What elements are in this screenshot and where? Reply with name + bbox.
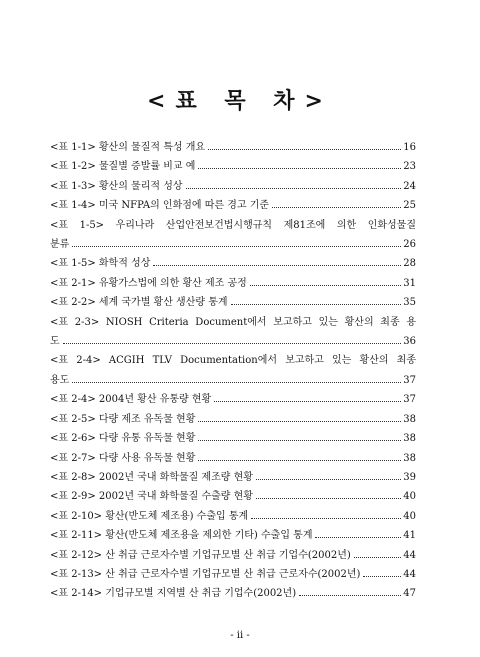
toc-entry[interactable] [50, 235, 416, 254]
toc-entry-text: <표 2-1> 유황가스법에 의한 황산 제조 공정 [50, 277, 247, 289]
toc-entry[interactable] [50, 449, 416, 468]
toc-entry[interactable] [50, 254, 416, 273]
toc-entry[interactable] [50, 390, 416, 409]
dot-leader [214, 401, 401, 402]
toc-entry-text: <표 2-6> 다량 유통 유독물 현황 [50, 433, 196, 445]
toc-entry-page: 37 [403, 394, 416, 406]
toc-entry-page: 38 [403, 433, 416, 445]
dot-leader [198, 440, 401, 441]
toc-entry-page: 40 [403, 510, 416, 522]
toc-entry-page: 23 [403, 161, 416, 173]
toc-entry-first-line: <표 2-3> NIOSH Criteria Document에서 보고하고 있는 황산의 최종 용 [50, 316, 416, 328]
toc-entry-text: <표 1-5> 화학적 성상 [50, 258, 151, 270]
table-of-contents [50, 138, 416, 604]
toc-entry[interactable] [50, 293, 416, 312]
toc-title: <표 목 차> [147, 88, 333, 114]
dot-leader [153, 265, 401, 266]
toc-entry-page: 44 [403, 549, 416, 561]
toc-entry[interactable] [50, 526, 416, 545]
dot-leader [251, 518, 401, 519]
toc-entry[interactable] [50, 468, 416, 487]
toc-entry-page: 26 [403, 239, 416, 251]
toc-entry-text: <표 2-2> 세계 국가별 황산 생산량 통계 [50, 297, 228, 309]
dot-leader [198, 168, 401, 169]
toc-entry[interactable] [50, 196, 416, 215]
dot-leader [198, 421, 401, 422]
toc-entry-page: 31 [403, 277, 416, 289]
toc-entry-text: <표 2-7> 다량 사용 유독물 현황 [50, 452, 196, 464]
toc-entry[interactable] [50, 274, 416, 293]
toc-entry-text: <표 1-3> 황산의 물리적 성상 [50, 180, 183, 192]
toc-entry-text: <표 2-12> 산 취급 근로자수별 기업규모별 산 취급 기업수(2002년) [50, 549, 351, 561]
toc-entry-page: 37 [403, 374, 416, 386]
toc-entry-text: <표 1-1> 황산의 물질적 특성 개요 [50, 142, 206, 153]
toc-entry-text: 분류 [50, 239, 70, 251]
toc-entry[interactable] [50, 507, 416, 526]
toc-entry-first-line: <표 1-5> 우리나라 산업안전보건법시행규칙 제81조에 의한 인화성물질 [50, 219, 416, 231]
dot-leader [72, 382, 401, 383]
toc-entry[interactable] [50, 584, 416, 603]
toc-entry-text: <표 2-5> 다량 제조 유독물 현황 [50, 413, 196, 425]
page-number: - ii - [230, 630, 250, 641]
toc-entry[interactable] [50, 565, 416, 584]
toc-entry[interactable] [50, 429, 416, 448]
dot-leader [256, 498, 401, 499]
toc-entry-text: <표 2-14> 기업규모별 지역별 산 취급 기업수(2002년) [50, 588, 297, 600]
toc-entry-text: <표 2-10> 황산(반도체 제조용) 수출입 통계 [50, 510, 249, 522]
toc-entry[interactable] [50, 157, 416, 176]
dot-leader [231, 304, 402, 305]
toc-entry[interactable] [50, 371, 416, 390]
toc-entry-page: 28 [403, 258, 416, 270]
toc-entry-text: <표 2-11> 황산(반도체 제조용을 제외한 기타) 수출입 통계 [50, 530, 313, 542]
toc-entry-page: 38 [403, 413, 416, 425]
toc-entry[interactable] [50, 138, 416, 157]
toc-entry-page: 36 [403, 336, 416, 348]
dot-leader [315, 537, 401, 538]
dot-leader [363, 576, 401, 577]
dot-leader [208, 149, 401, 150]
toc-entry[interactable] [50, 487, 416, 506]
toc-entry-text: <표 1-4> 미국 NFPA의 인화점에 따른 경고 기준 [50, 200, 270, 212]
toc-entry-page: 24 [403, 180, 416, 192]
toc-entry-text: <표 1-2> 물질별 증발률 비교 예 [50, 161, 196, 173]
toc-entry-page: 44 [403, 568, 416, 580]
toc-entry-text: <표 2-9> 2002년 국내 화학물질 수출량 현황 [50, 491, 253, 503]
toc-entry[interactable] [50, 410, 416, 429]
toc-entry-text: <표 2-4> 2004년 황산 유통량 현황 [50, 394, 212, 406]
toc-entry-page: 47 [403, 588, 416, 600]
toc-entry-page: 25 [403, 200, 416, 212]
toc-entry-page: 38 [403, 452, 416, 464]
toc-entry[interactable] [50, 177, 416, 196]
dot-leader [63, 343, 402, 344]
dot-leader [256, 479, 401, 480]
toc-entry-page: 40 [403, 491, 416, 503]
toc-entry[interactable] [50, 332, 416, 351]
dot-leader [299, 595, 401, 596]
toc-entry-text: 용도 [50, 374, 70, 386]
dot-leader [250, 285, 401, 286]
dot-leader [72, 246, 401, 247]
dot-leader [272, 207, 401, 208]
dot-leader [354, 557, 402, 558]
toc-entry-text: <표 2-8> 2002년 국내 화학물질 제조량 현황 [50, 471, 253, 483]
toc-entry[interactable] [50, 546, 416, 565]
dot-leader [198, 460, 401, 461]
dot-leader [186, 188, 402, 189]
toc-entry-page: 41 [403, 530, 416, 542]
toc-entry-first-line: <표 2-4> ACGIH TLV Documentation에서 보고하고 있는 황산의 최종 [50, 355, 416, 367]
toc-entry-text: <표 2-13> 산 취급 근로자수별 기업규모별 산 취급 근로자수(2002년) [50, 568, 361, 580]
toc-entry-text: 도 [50, 336, 60, 348]
toc-entry-page: 16 [403, 142, 416, 153]
toc-entry-page: 39 [403, 471, 416, 483]
toc-entry-page: 35 [403, 297, 416, 309]
